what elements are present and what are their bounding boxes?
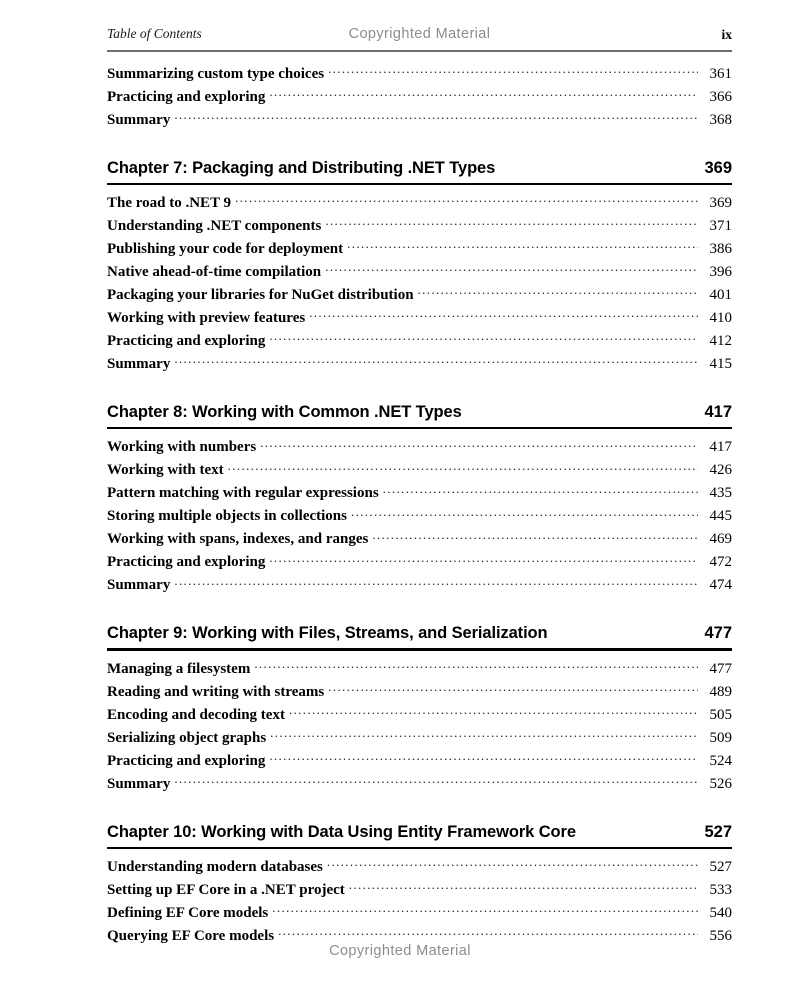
toc-leader-dots	[351, 504, 698, 520]
toc-entry-page-number: 386	[709, 241, 732, 258]
toc-entry-title: Setting up EF Core in a .NET project	[107, 881, 345, 898]
toc-entry-page-number: 369	[709, 195, 732, 212]
chapter-heading[interactable]	[107, 823, 732, 849]
toc-entry-title: Publishing your code for deployment	[107, 241, 344, 258]
toc-entry-title: Practicing and exploring	[107, 554, 266, 571]
toc-entry[interactable]	[107, 550, 732, 573]
toc-entry-title: Querying EF Core models	[107, 927, 275, 944]
toc-entry[interactable]	[107, 726, 732, 749]
toc-entry-title: Serializing object graphs	[107, 729, 267, 746]
chapter-divider	[107, 183, 732, 185]
chapter-page-number: 527	[704, 822, 732, 841]
toc-entry[interactable]	[107, 191, 732, 214]
toc-leader-dots	[254, 657, 698, 673]
toc-entry-title: Defining EF Core models	[107, 904, 269, 921]
toc-entry-page-number: 489	[709, 683, 732, 700]
toc-entry[interactable]	[107, 435, 732, 458]
toc-leader-dots	[235, 191, 698, 207]
toc-leader-dots	[372, 527, 698, 543]
toc-leader-dots	[289, 703, 698, 719]
toc-entry-title: Summary	[107, 577, 171, 594]
toc-entry-title: Working with numbers	[107, 439, 257, 456]
header-watermark: Copyrighted Material	[348, 26, 491, 42]
chapter-heading-row	[107, 159, 732, 183]
toc-entry-page-number: 533	[709, 881, 732, 898]
toc-entry[interactable]	[107, 481, 732, 504]
toc-leader-dots	[328, 62, 698, 78]
toc-entry-title: Storing multiple objects in collections	[107, 508, 347, 525]
toc-entry-page-number: 472	[709, 554, 732, 571]
toc-entry[interactable]	[107, 772, 732, 795]
toc-leader-dots	[325, 260, 698, 276]
toc-group	[107, 62, 732, 131]
toc-entry[interactable]	[107, 901, 732, 924]
toc-entry-page-number: 371	[709, 218, 732, 235]
toc-entry-page-number: 509	[709, 729, 732, 746]
toc-entry[interactable]	[107, 504, 732, 527]
chapter-title: Chapter 7: Packaging and Distributing .NET Types	[107, 159, 496, 177]
toc-entry[interactable]	[107, 329, 732, 352]
chapter-heading[interactable]	[107, 403, 732, 429]
toc-entry-title: Reading and writing with streams	[107, 683, 325, 700]
toc-leader-dots	[269, 85, 698, 101]
toc-entry-title: Summarizing custom type choices	[107, 66, 325, 82]
toc-entry[interactable]	[107, 85, 732, 108]
toc-entry-title: Practicing and exploring	[107, 89, 266, 105]
toc-entry[interactable]	[107, 108, 732, 131]
toc-entry-page-number: 524	[709, 752, 732, 769]
toc-leader-dots	[383, 481, 698, 497]
toc-leader-dots	[278, 924, 698, 940]
toc-content	[107, 62, 732, 947]
chapter-divider	[107, 427, 732, 429]
chapter-heading-row	[107, 403, 732, 427]
toc-group	[107, 823, 732, 947]
toc-leader-dots	[174, 573, 698, 589]
toc-leader-dots	[269, 550, 698, 566]
toc-entry-page-number: 526	[709, 775, 732, 792]
toc-entry-title: Packaging your libraries for NuGet distribution	[107, 287, 414, 304]
toc-entry-page-number: 435	[709, 485, 732, 502]
header-section-label: Table of Contents	[107, 26, 202, 41]
chapter-title: Chapter 10: Working with Data Using Entity Framework Core	[107, 822, 576, 841]
toc-leader-dots	[269, 749, 698, 765]
toc-entry[interactable]	[107, 749, 732, 772]
toc-entry-title: Managing a filesystem	[107, 660, 251, 677]
toc-entry[interactable]	[107, 680, 732, 703]
chapter-title: Chapter 8: Working with Common .NET Types	[107, 403, 462, 422]
header-page-number: ix	[721, 27, 732, 42]
toc-entry-page-number: 368	[709, 112, 732, 128]
chapter-page-number: 477	[704, 624, 732, 643]
toc-leader-dots	[272, 901, 698, 917]
toc-entry[interactable]	[107, 527, 732, 550]
toc-group	[107, 624, 732, 794]
toc-entry-title: Understanding .NET components	[107, 218, 322, 235]
toc-entry[interactable]	[107, 878, 732, 901]
toc-entry[interactable]	[107, 352, 732, 375]
toc-entry-title: Native ahead-of-time compilation	[107, 264, 322, 281]
chapter-heading[interactable]	[107, 624, 732, 650]
toc-entry[interactable]	[107, 283, 732, 306]
toc-entry-page-number: 469	[709, 531, 732, 548]
toc-group	[107, 159, 732, 375]
chapter-page-number: 369	[704, 159, 732, 177]
toc-leader-dots	[228, 458, 698, 474]
toc-entry-title: Working with preview features	[107, 310, 306, 327]
chapter-heading-row	[107, 823, 732, 847]
toc-entry[interactable]	[107, 62, 732, 85]
toc-leader-dots	[309, 306, 698, 322]
toc-entry-page-number: 410	[709, 310, 732, 327]
toc-entry-page-number: 415	[709, 356, 732, 373]
toc-entry-page-number: 540	[709, 904, 732, 921]
toc-entry[interactable]	[107, 458, 732, 481]
toc-entry-page-number: 417	[709, 439, 732, 456]
toc-entry-page-number: 366	[709, 89, 732, 105]
toc-entry-page-number: 527	[709, 858, 732, 875]
running-header	[107, 26, 732, 48]
toc-entry-page-number: 505	[709, 706, 732, 723]
toc-entry-page-number: 445	[709, 508, 732, 525]
chapter-page-number: 417	[704, 403, 732, 422]
toc-entry[interactable]	[107, 214, 732, 237]
toc-leader-dots	[269, 329, 698, 345]
toc-entry[interactable]	[107, 306, 732, 329]
toc-entry-title: Encoding and decoding text	[107, 706, 285, 723]
toc-leader-dots	[174, 108, 698, 124]
toc-entry-title: Summary	[107, 775, 171, 792]
toc-entry-title: Understanding modern databases	[107, 858, 323, 875]
toc-leader-dots	[174, 352, 698, 368]
toc-entry-title: Working with spans, indexes, and ranges	[107, 531, 369, 548]
toc-entry[interactable]	[107, 657, 732, 680]
toc-entry-title: The road to .NET 9	[107, 195, 232, 212]
toc-entry[interactable]	[107, 855, 732, 878]
toc-entry-page-number: 474	[709, 577, 732, 594]
toc-leader-dots	[270, 726, 698, 742]
footer-watermark: Copyrighted Material	[329, 943, 471, 959]
toc-entry-title: Practicing and exploring	[107, 333, 266, 350]
toc-entry-page-number: 426	[709, 462, 732, 479]
toc-entry-title: Practicing and exploring	[107, 752, 266, 769]
toc-entry-page-number: 401	[709, 287, 732, 304]
toc-entry[interactable]	[107, 573, 732, 596]
toc-leader-dots	[174, 772, 698, 788]
toc-leader-dots	[418, 283, 698, 299]
toc-entry-page-number: 361	[709, 66, 732, 82]
chapter-heading[interactable]	[107, 159, 732, 185]
chapter-heading-row	[107, 624, 732, 648]
toc-entry-page-number: 412	[709, 333, 732, 350]
toc-entry-page-number: 556	[709, 927, 732, 944]
toc-leader-dots	[328, 680, 698, 696]
toc-leader-dots	[349, 878, 698, 894]
chapter-divider	[107, 847, 732, 849]
toc-entry[interactable]	[107, 237, 732, 260]
toc-leader-dots	[327, 855, 698, 871]
toc-entry-title: Summary	[107, 112, 171, 128]
toc-entry[interactable]	[107, 260, 732, 283]
toc-entry-page-number: 477	[709, 660, 732, 677]
toc-entry[interactable]	[107, 703, 732, 726]
toc-entry-title: Working with text	[107, 462, 224, 479]
toc-entry-page-number: 396	[709, 264, 732, 281]
header-divider	[107, 50, 732, 52]
toc-leader-dots	[347, 237, 698, 253]
chapter-title: Chapter 9: Working with Files, Streams, and Serialization	[107, 624, 548, 643]
toc-group	[107, 403, 732, 596]
toc-leader-dots	[260, 435, 698, 451]
toc-entry-title: Pattern matching with regular expressions	[107, 485, 379, 502]
chapter-divider	[107, 648, 732, 650]
toc-entry-title: Summary	[107, 356, 171, 373]
toc-leader-dots	[325, 214, 698, 230]
